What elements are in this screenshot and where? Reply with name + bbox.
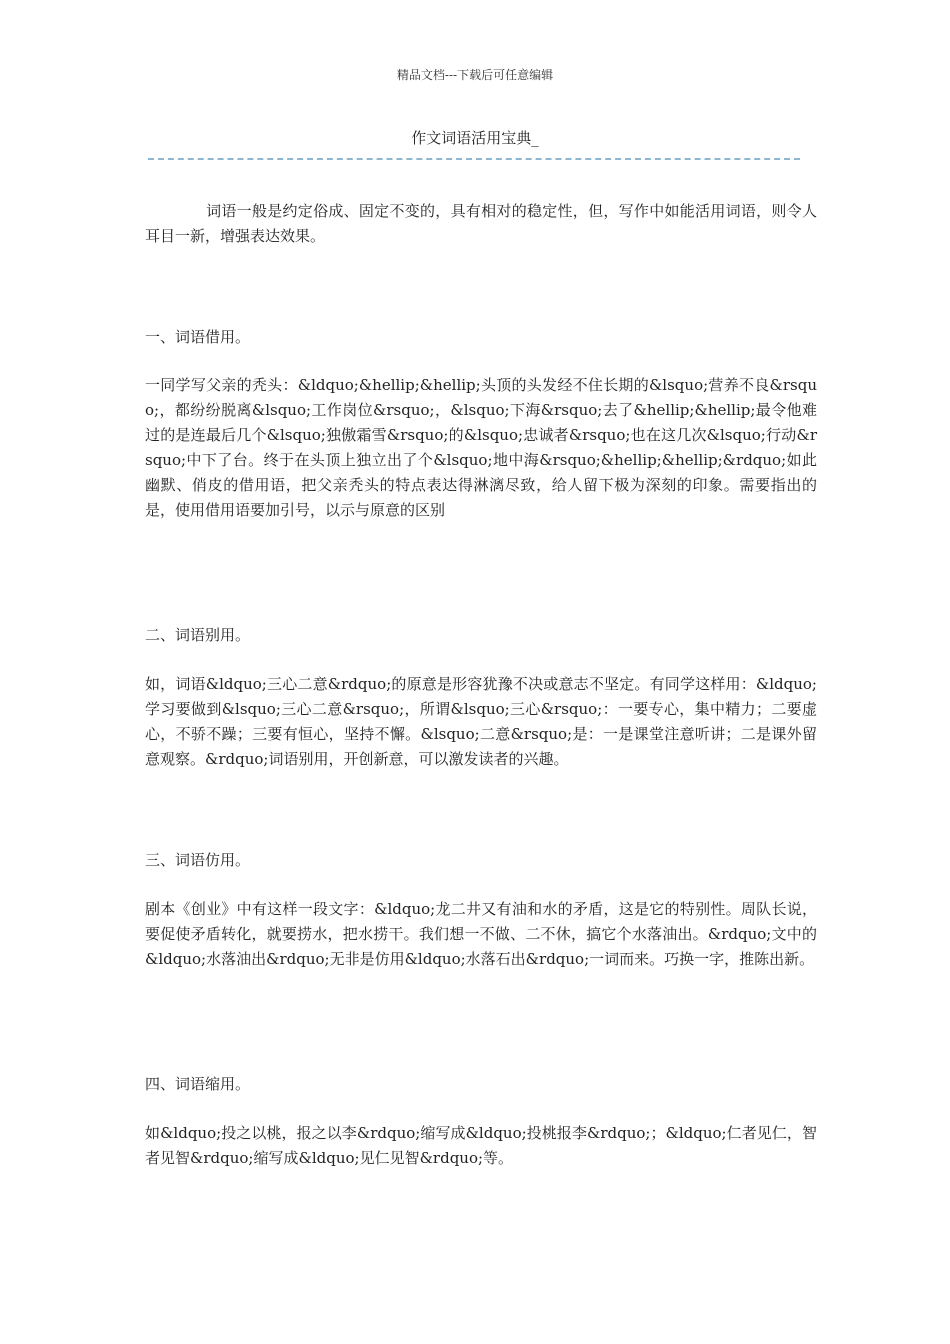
- section-heading-4: 四、词语缩用。: [145, 1075, 251, 1093]
- intro-paragraph: 词语一般是约定俗成、固定不变的，具有相对的稳定性，但，写作中如能活用词语，则令人耳目一新，增强表达效果。: [145, 202, 817, 245]
- section-heading-1: 一、词语借用。: [145, 328, 251, 346]
- section-body-3: 剧本《创业》中有这样一段文字：&ldquo;龙二井又有油和水的矛盾，这是它的特别性。周队长说，要促使矛盾转化，就要捞水，把水捞干。我们想一不做、二不休，搞它个水落油出。&rdquo;文中的&ldquo;水落油出&rdquo;无非是仿用&ldquo;水落石出&rdquo;一词而来。巧换一字，推陈出新。: [145, 900, 817, 968]
- title-divider: [148, 158, 800, 160]
- document-title: 作文词语活用宝典_: [411, 129, 539, 147]
- section-body-2: 如，词语&ldquo;三心二意&rdquo;的原意是形容犹豫不决或意志不坚定。有同学这样用：&ldquo;学习要做到&lsquo;三心二意&rsquo;，所谓&lsquo;三心&rsquo;：一要专心，集中精力；二要虚心，不骄不躁；三要有恒心，坚持不懈。&lsquo;二意&rsquo;是：一是课堂注意听讲；二是课外留意观察。&rdquo;词语别用，开创新意，可以激发读者的兴趣。: [145, 675, 817, 768]
- section-body-4: 如&ldquo;投之以桃，报之以李&rdquo;缩写成&ldquo;投桃报李&rdquo;；&ldquo;仁者见仁，智者见智&rdquo;缩写成&ldquo;见仁见智&rdquo;等。: [145, 1124, 817, 1167]
- section-body-1: 一同学写父亲的秃头：&ldquo;&hellip;&hellip;头顶的头发经不住长期的&lsquo;营养不良&rsquo;，都纷纷脱离&lsquo;工作岗位&rsquo;，&lsquo;下海&rsquo;去了&hellip;&hellip;最令他难过的是连最后几个&lsquo;独傲霜雪&rsquo;的&lsquo;忠诚者&rsquo;也在这几次&lsquo;行动&rsquo;中下了台。终于在头顶上独立出了个&lsquo;地中海&rsquo;&hellip;&hellip;&rdquo;如此幽默、俏皮的借用语，把父亲秃头的特点表达得淋漓尽致，给人留下极为深刻的印象。需要指出的是，使用借用语要加引号，以示与原意的区别: [145, 376, 817, 519]
- section-heading-3: 三、词语仿用。: [145, 851, 251, 869]
- header-note: 精品文档---下载后可任意编辑: [396, 68, 554, 82]
- section-heading-2: 二、词语别用。: [145, 626, 251, 644]
